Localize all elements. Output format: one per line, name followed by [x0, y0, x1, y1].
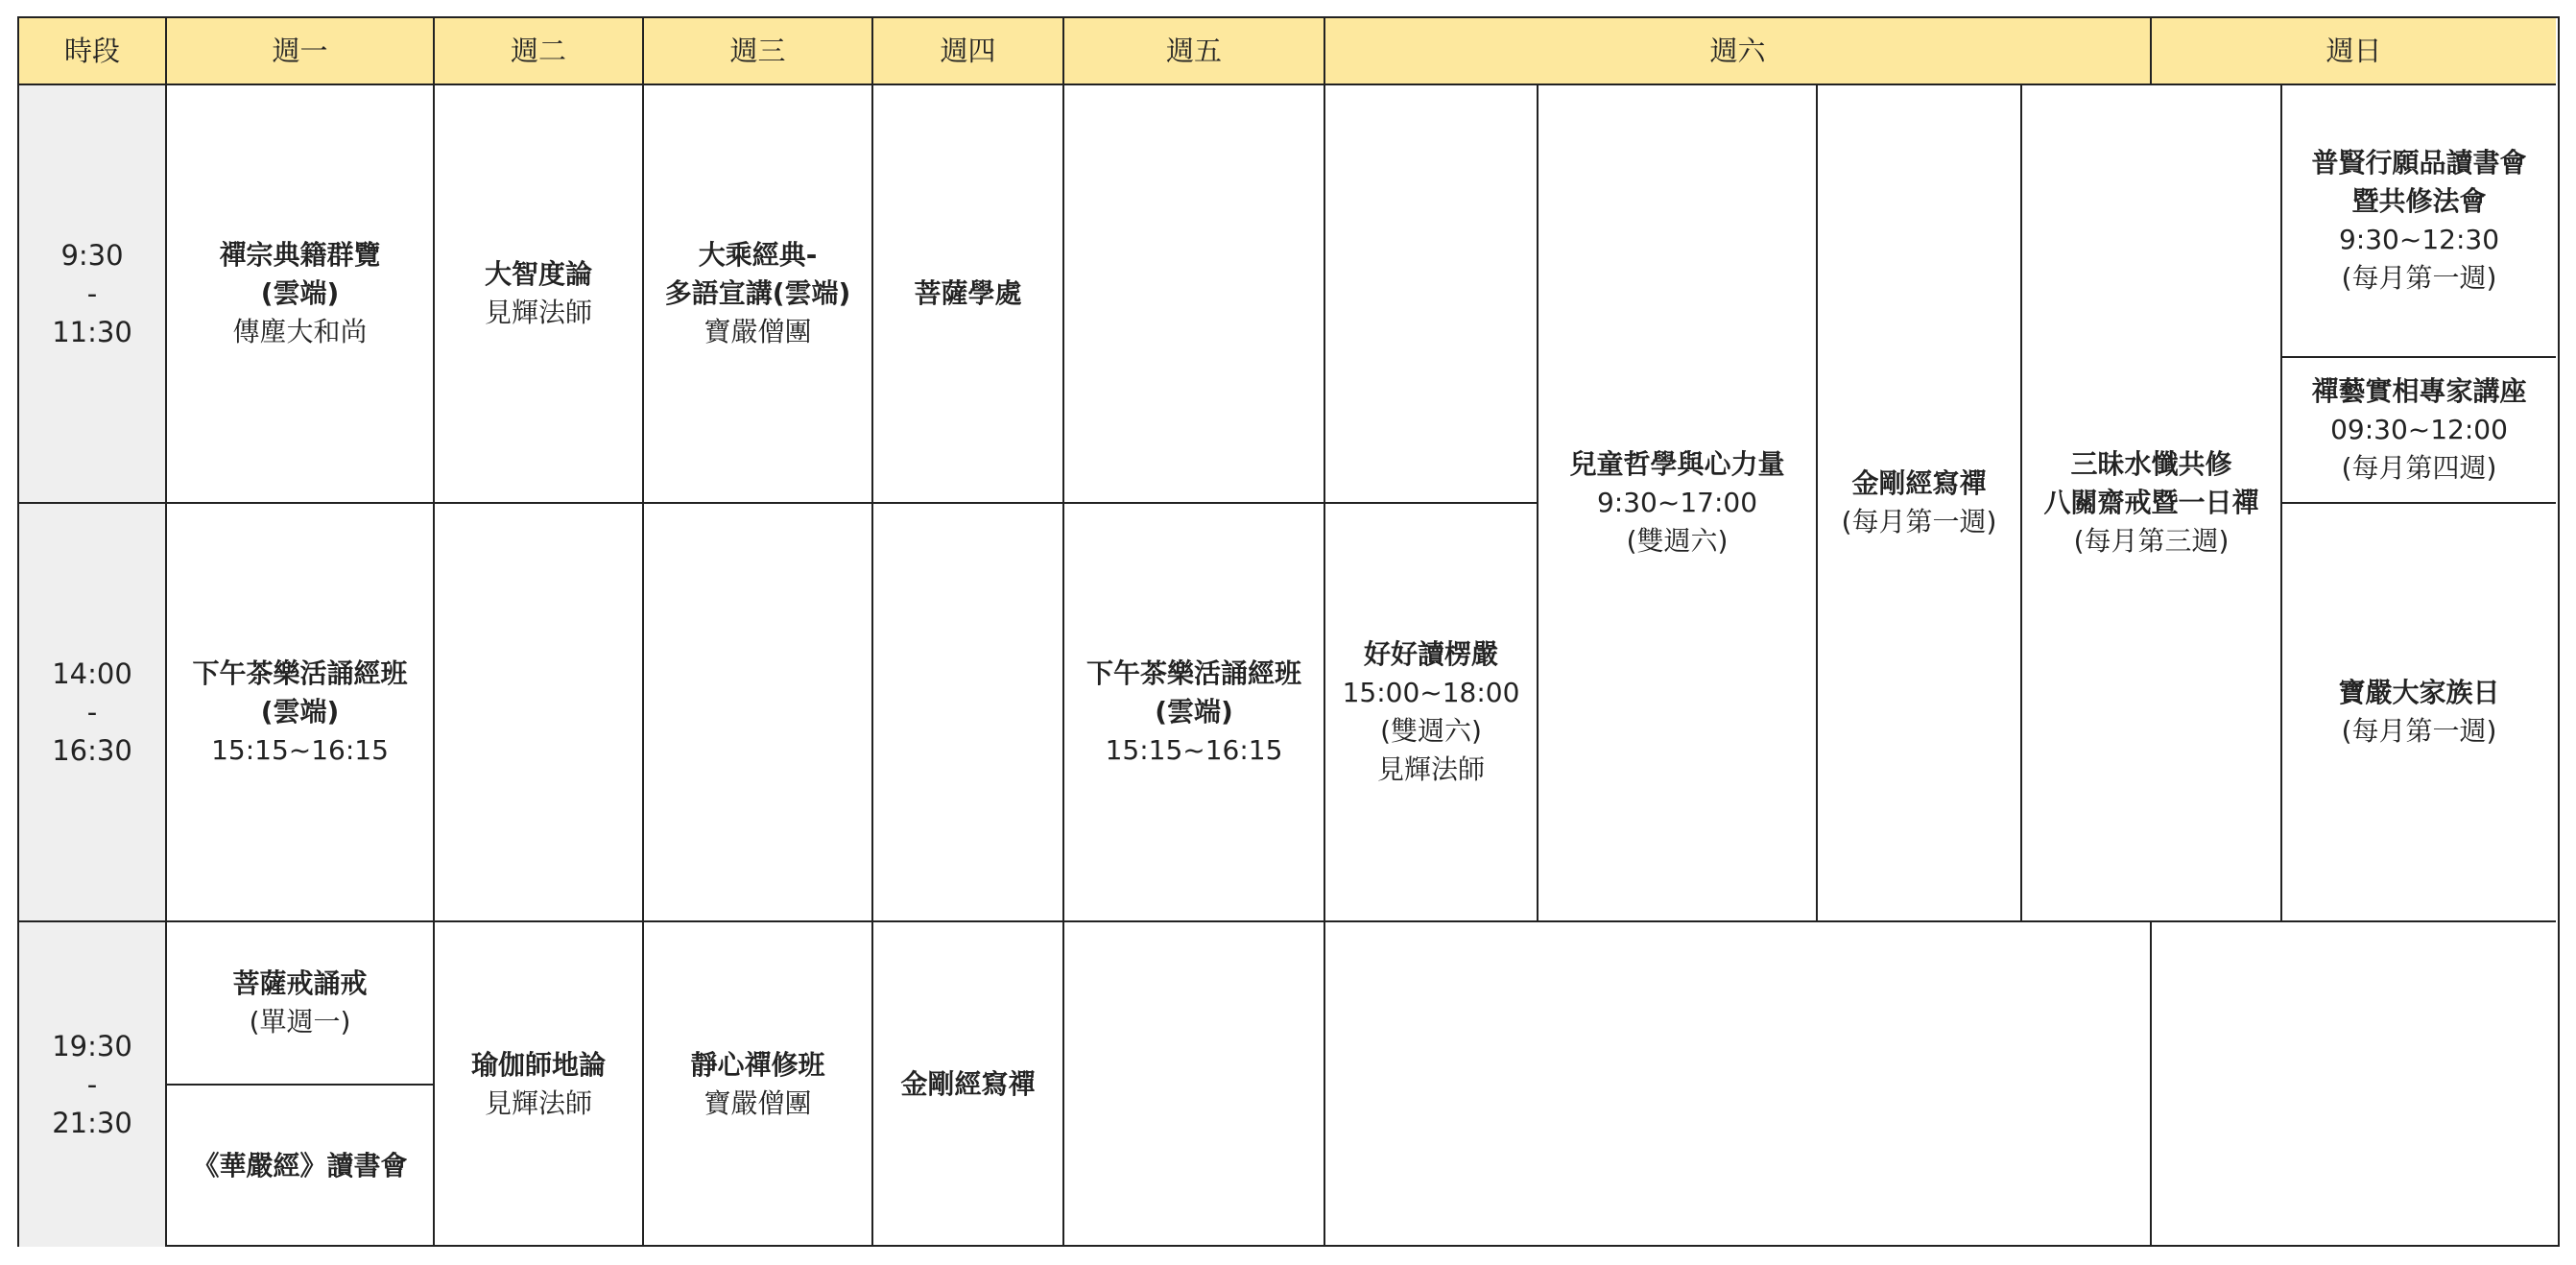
class-teacher: 寶嚴僧團 [704, 316, 812, 347]
class-time: 09:30~12:00 [2330, 414, 2508, 445]
class-time: 15:15~16:15 [211, 734, 389, 766]
class-sun-afternoon [2282, 504, 2556, 922]
class-note: (每月第一週) [1841, 506, 1997, 537]
empty-wed-afternoon [644, 504, 873, 922]
class-title: 禪藝實相專家講座 [2311, 375, 2527, 407]
class-mon-evening-precepts [167, 922, 435, 1086]
class-note: (雙週六) [1626, 525, 1729, 557]
empty-fri-morning [1064, 85, 1325, 504]
class-note: (每月第三週) [2073, 525, 2230, 557]
time-evening [19, 922, 167, 1247]
class-teacher: 傳塵大和尚 [232, 316, 368, 347]
class-mon-evening-avatamsaka [167, 1086, 435, 1247]
class-title-sub: 八關齋戒暨一日禪 [2043, 487, 2259, 518]
class-title-sub: (雲端) [260, 696, 340, 728]
time-dash: - [86, 277, 98, 310]
class-title: 《華嚴經》讀書會 [192, 1150, 408, 1181]
class-title: 禪宗典籍群覽 [219, 239, 381, 271]
sun-morning-container [2282, 85, 2556, 504]
class-note: (每月第一週) [2341, 715, 2497, 747]
class-mon-morning [167, 85, 435, 504]
class-title: 金剛經寫禪 [900, 1068, 1036, 1100]
class-title: 普賢行願品讀書會 [2311, 147, 2527, 179]
class-note: (每月第四週) [2341, 452, 2497, 484]
class-title: 靜心禪修班 [690, 1049, 825, 1081]
class-title: 菩薩戒誦戒 [232, 967, 368, 999]
class-note: (每月第一週) [2341, 262, 2497, 294]
class-time: 15:00~18:00 [1342, 677, 1520, 708]
header-thursday: 週四 [873, 18, 1064, 85]
class-title: 下午茶樂活誦經班 [1085, 657, 1301, 689]
class-note: (單週一) [249, 1006, 351, 1038]
class-fri-afternoon [1064, 504, 1325, 922]
empty-fri-evening [1064, 922, 1325, 1247]
class-wed-morning [644, 85, 873, 504]
header-sunday: 週日 [2152, 18, 2556, 85]
class-title: 寶嚴大家族日 [2338, 677, 2500, 708]
time-morning [19, 85, 167, 504]
header-period: 時段 [19, 18, 167, 85]
empty-sat-morning [1325, 85, 1538, 504]
class-title: 下午茶樂活誦經班 [192, 657, 408, 689]
class-title: 瑜伽師地論 [470, 1049, 606, 1081]
class-title: 三昧水懺共修 [2070, 448, 2232, 480]
time-afternoon [19, 504, 167, 922]
class-tue-evening [435, 922, 644, 1247]
class-time: 9:30~17:00 [1596, 487, 1758, 518]
class-thu-morning [873, 85, 1064, 504]
empty-sat-evening [1325, 922, 2152, 1247]
header-saturday: 週六 [1325, 18, 2152, 85]
time-start: 14:00 [52, 657, 132, 690]
class-title: 兒童哲學與心力量 [1569, 448, 1785, 480]
class-title: 金剛經寫禪 [1851, 467, 1987, 499]
class-sat-diamond-sutra [1818, 85, 2022, 922]
time-start: 19:30 [52, 1030, 132, 1062]
class-teacher: 見輝法師 [484, 1087, 592, 1119]
class-thu-evening [873, 922, 1064, 1247]
time-end: 16:30 [52, 734, 132, 767]
class-teacher: 見輝法師 [484, 297, 592, 328]
schedule-table [17, 16, 2560, 1247]
time-dash: - [86, 1068, 98, 1101]
header-friday: 週五 [1064, 18, 1325, 85]
class-title: 大乘經典- [698, 239, 818, 271]
class-tue-morning [435, 85, 644, 504]
time-start: 9:30 [60, 239, 124, 272]
empty-tue-afternoon [435, 504, 644, 922]
class-sun-art-lecture [2282, 358, 2556, 502]
header-wednesday: 週三 [644, 18, 873, 85]
empty-thu-afternoon [873, 504, 1064, 922]
header-tuesday: 週二 [435, 18, 644, 85]
class-sat-afternoon [1325, 504, 1538, 922]
class-title: 好好讀楞嚴 [1363, 638, 1498, 670]
class-mon-afternoon [167, 504, 435, 922]
class-title: 菩薩學處 [914, 277, 1022, 309]
class-sat-children [1538, 85, 1818, 922]
class-sat-samadhi [2022, 85, 2282, 922]
class-wed-evening [644, 922, 873, 1247]
empty-sun-evening [2152, 922, 2556, 1247]
class-sun-puxian [2282, 85, 2556, 358]
class-title-sub: (雲端) [260, 277, 340, 309]
header-monday: 週一 [167, 18, 435, 85]
class-time: 9:30~12:30 [2338, 224, 2500, 255]
class-teacher: 寶嚴僧團 [704, 1087, 812, 1119]
class-teacher: 見輝法師 [1376, 753, 1485, 785]
time-dash: - [86, 696, 98, 728]
class-time: 15:15~16:15 [1105, 734, 1283, 766]
class-note: (雙週六) [1380, 715, 1482, 747]
class-title-sub: 暨共修法會 [2351, 185, 2487, 217]
time-end: 11:30 [52, 316, 132, 348]
time-end: 21:30 [52, 1107, 132, 1139]
class-title: 大智度論 [484, 258, 592, 290]
class-title-sub: (雲端) [1155, 696, 1233, 728]
class-title-sub: 多語宣講(雲端) [664, 277, 851, 309]
